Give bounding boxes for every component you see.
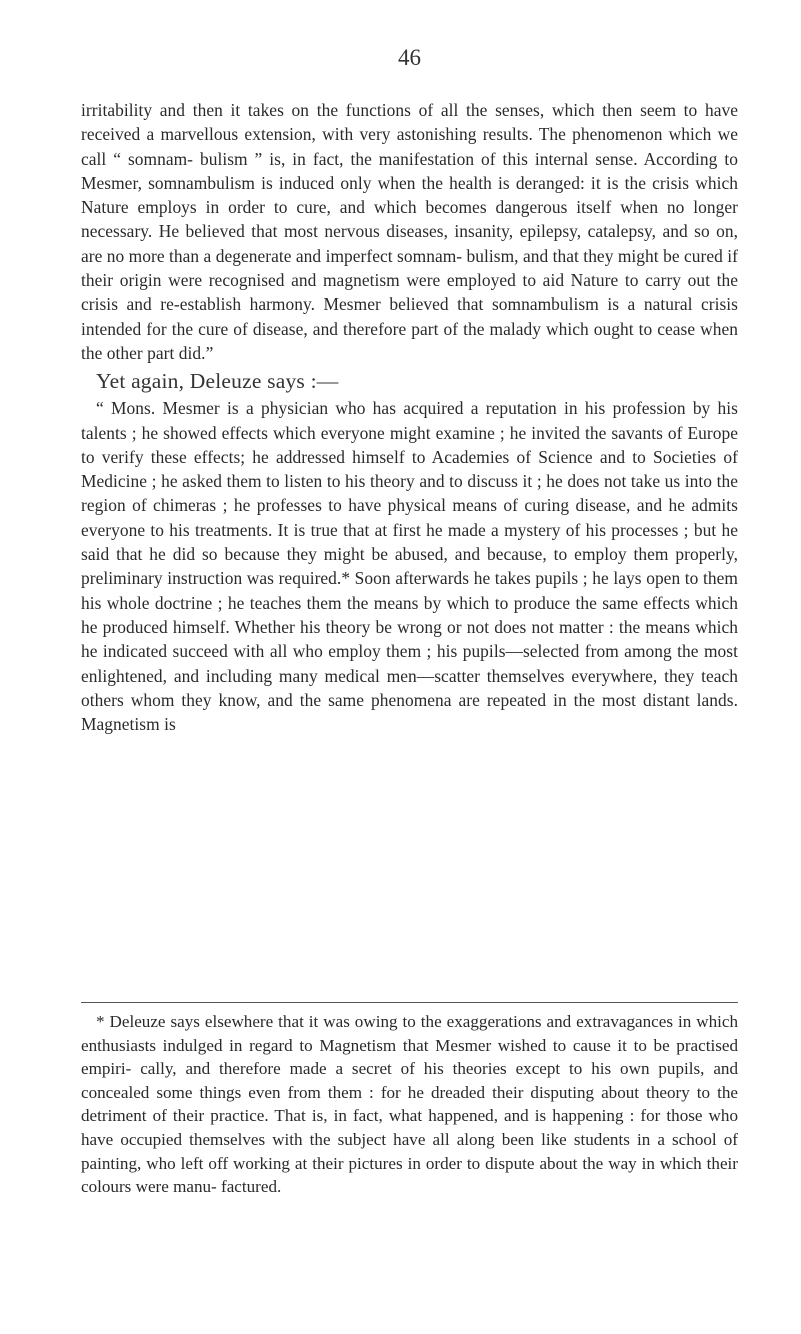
quoted-paragraph: “ Mons. Mesmer is a physician who has acquired a reputation in his profession by his talents ; he showed effects which everyone might examine ; he invited the savants of Europe to verify these effects; he addressed himself to Academies of Science and to Societies of Medicine ; he asked them to listen to his theory and to discuss it ; he does not take us into the region of chimeras ; he professes to have physical means of curing disease, and he admits everyone to his treatments. It is true that at first he made a mystery of his processes ; but he said that he did so because they might be abused, and because, to employ them properly, preliminary instruction was required.* Soon afterwards he takes pupils ; he lays open to them his whole doctrine ; he teaches them the means by which to produce the same effects which he produced himself. Whether his theory be wrong or not does not matter : the means which he indicated succeed with all who employ them ; his pupils—selected from among the most enlightened, and including many medical men—scatter themselves everywhere, they teach others whom they know, and the same phenomena are repeated in the most distant lands. Magnetism is [81, 398, 738, 735]
section-intro: Yet again, Deleuze says :— [96, 369, 339, 394]
footnote [81, 1010, 738, 1199]
footnote-text: * Deleuze says elsewhere that it was owing to the exaggerations and extravagances in which enthusiasts indulged in regard to Magnetism that Mesmer wished to cause it to be practised empiri- cally, and therefore made a secret of his theories except to his own pupils, and concealed some things even from them : for he dreaded their disputing about theory to the detriment of their practice. That is, in fact, what happened, and is happening : for those who have occupied themselves with the subject have all along been like students in a school of painting, who left off working at their pictures in order to dispute about the way in which their colours were manu- factured. [81, 1012, 738, 1197]
book-page [81, 0, 738, 1334]
footnote-divider [81, 1002, 738, 1003]
page-number: 46 [398, 45, 421, 70]
paragraph-continuation: irritability and then it takes on the functions of all the senses, which then seem to have received a marvellous extension, with very astonishing results. The phenomenon which we call “ somnam- bulism ” is, in fact, the manifestation of this internal sense. According to Mesmer, somnambulism is induced only when the health is deranged: it is the crisis which Nature employs in order to cure, and which becomes dangerous itself when no longer necessary. He believed that most nervous diseases, insanity, epilepsy, catalepsy, and so on, are no more than a degenerate and imperfect somnam- bulism, and that they might be cured if their origin were recognised and magnetism were employed to aid Nature to carry out the crisis and re-establish harmony. Mesmer believed that somnambulism is a natural crisis intended for the cure of disease, and therefore part of the malady which ought to cease when the other part did.” [81, 100, 738, 363]
main-text [81, 98, 738, 736]
